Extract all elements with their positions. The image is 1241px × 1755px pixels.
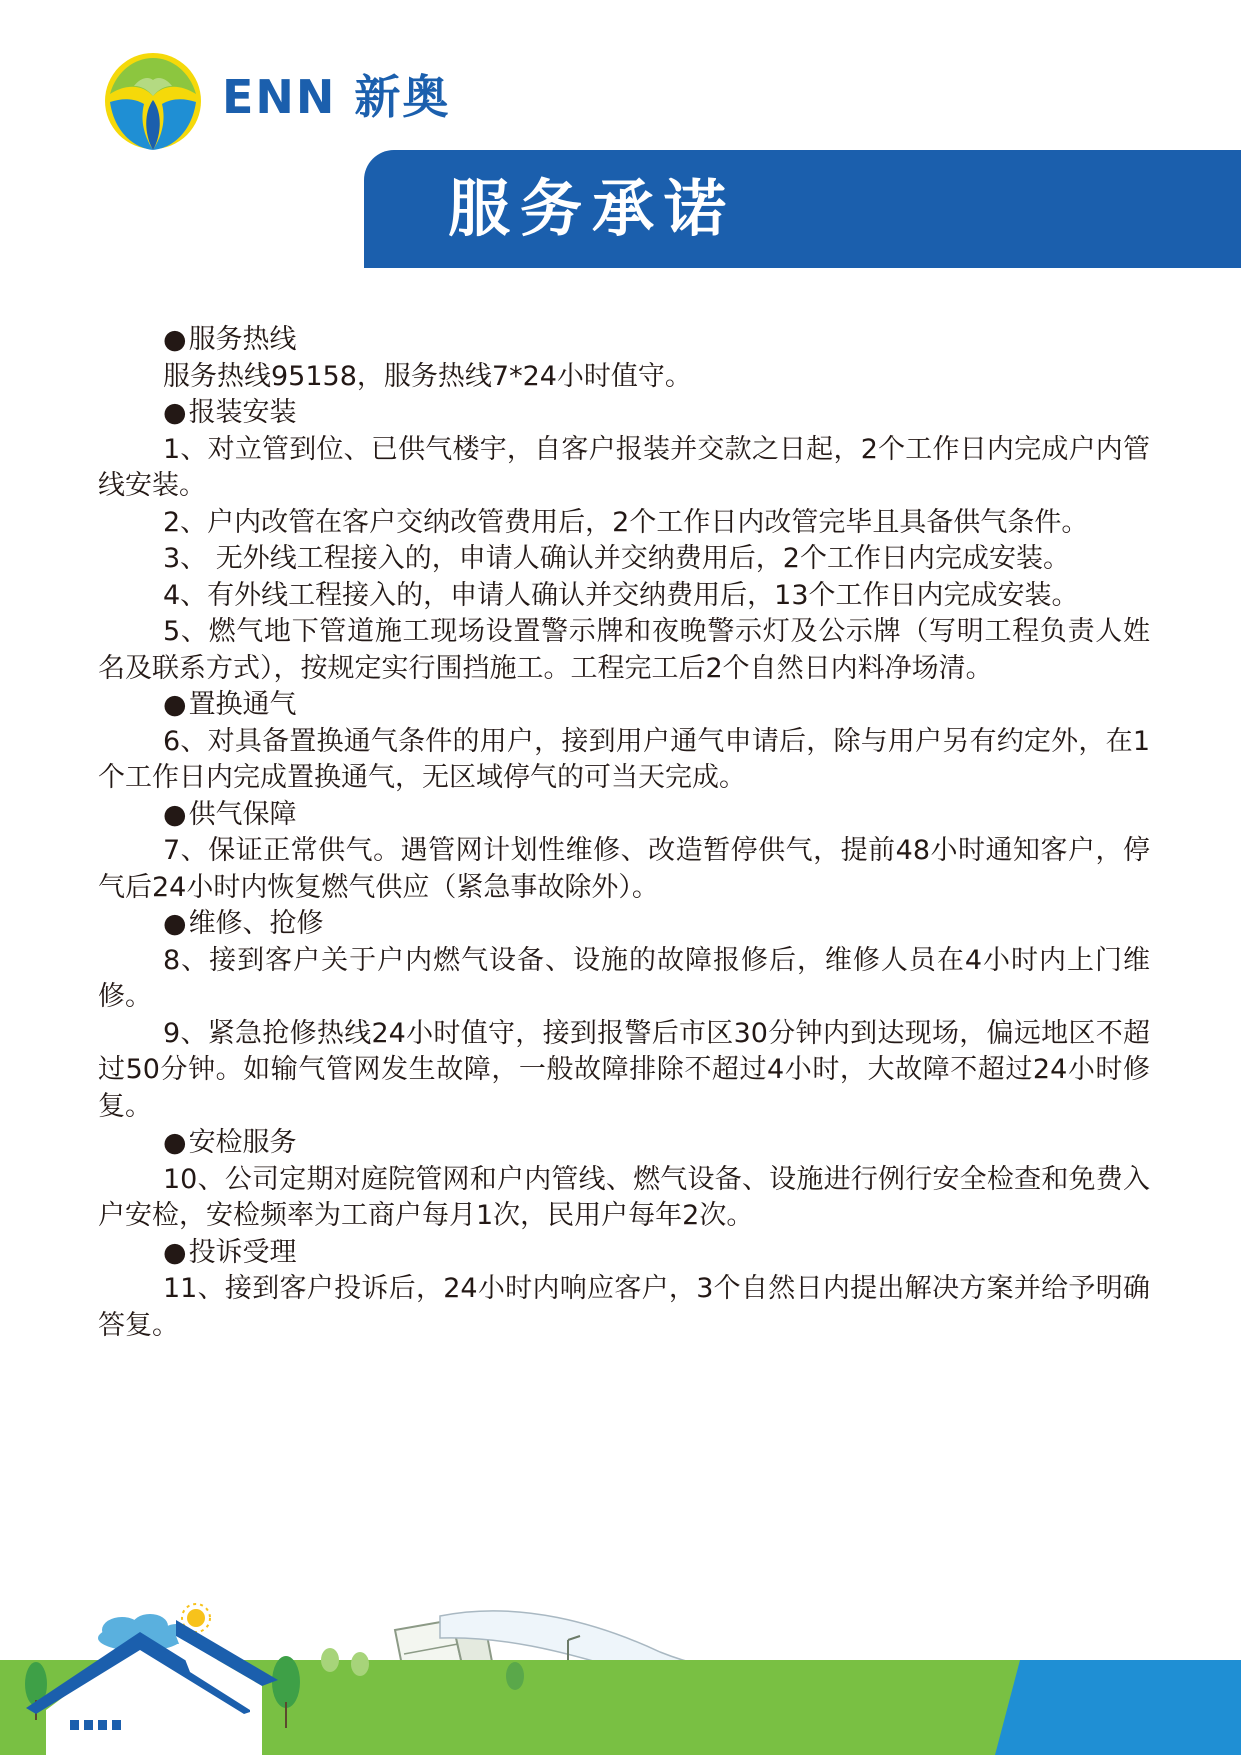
section-title: 服务热线 (188, 324, 297, 355)
section-repair (98, 906, 1150, 1125)
section-heading (163, 797, 1150, 834)
paragraph: 3、 无外线工程接入的，申请人确认并交纳费用后，2个工作日内完成安装。 (163, 543, 1070, 574)
house-icon (26, 1620, 278, 1755)
section-heading (163, 687, 1150, 724)
paragraph: 7、保证正常供气。遇管网计划性维修、改造暂停供气，提前48小时通知客户，停气后24小时内恢复燃气供应（紧急事故除外）。 (98, 835, 1150, 903)
landscape-illustration (0, 1580, 1241, 1755)
paragraph: 4、有外线工程接入的，申请人确认并交纳费用后，13个工作日内完成安装。 (163, 579, 1079, 611)
section-heading (163, 1125, 1150, 1162)
section-safety-inspection (98, 1125, 1150, 1235)
paragraph: 10、公司定期对庭院管网和户内管线、燃气设备、设施进行例行安全检查和免费入户安检，安检频率为工商户每月1次，民用户每年2次。 (98, 1163, 1150, 1231)
section-title: 投诉受理 (188, 1236, 297, 1268)
section-title: 供气保障 (188, 798, 297, 830)
enn-logo-icon (104, 50, 202, 152)
section-installation (98, 395, 1150, 687)
section-heading (163, 1235, 1150, 1272)
paragraph: 2、户内改管在客户交纳改管费用后，2个工作日内改管完毕且具备供气条件。 (163, 506, 1089, 538)
bullet-icon: ● (163, 324, 187, 355)
section-supply-guarantee (98, 797, 1150, 907)
section-gas-connection (98, 687, 1150, 797)
paragraph: 6、对具备置换通气条件的用户，接到用户通气申请后，除与用户另有约定外，在1个工作日内完成置换通气，无区域停气的可当天完成。 (98, 725, 1150, 793)
section-title: 报装安装 (188, 397, 297, 428)
section-title: 安检服务 (188, 1127, 297, 1158)
section-title: 置换通气 (188, 689, 297, 720)
bullet-icon: ● (163, 1127, 187, 1158)
section-hotline (98, 322, 1150, 395)
paragraph: 8、接到客户关于户内燃气设备、设施的故障报修后，维修人员在4小时内上门维修。 (98, 944, 1150, 1012)
page-title: 服务承诺 (448, 172, 737, 245)
title-banner (364, 150, 1241, 268)
section-title: 维修、抢修 (188, 908, 324, 939)
paragraph: 5、燃气地下管道施工现场设置警示牌和夜晚警示灯及公示牌（写明工程负责人姓名及联系方式），按规定实行围挡施工。工程完工后2个自然日内料净场清。 (98, 616, 1150, 684)
section-heading (163, 395, 1150, 432)
bullet-icon: ● (163, 689, 187, 720)
bullet-icon: ● (163, 908, 187, 939)
paragraph: 服务热线95158，服务热线7*24小时值守。 (163, 360, 692, 392)
section-heading (163, 906, 1150, 943)
bullet-icon: ● (163, 1236, 187, 1268)
brand-name: ENN 新奥 (222, 70, 451, 124)
bullet-icon: ● (163, 397, 187, 428)
section-complaints (98, 1235, 1150, 1345)
commitment-list (98, 322, 1150, 1344)
paragraph: 11、接到客户投诉后，24小时内响应客户，3个自然日内提出解决方案并给予明确答复。 (98, 1273, 1150, 1341)
bullet-icon: ● (163, 798, 187, 830)
section-heading (163, 322, 1150, 359)
paragraph: 9、紧急抢修热线24小时值守，接到报警后市区30分钟内到达现场，偏远地区不超过50分钟。如输气管网发生故障，一般故障排除不超过4小时，大故障不超过24小时修复。 (98, 1017, 1150, 1122)
paragraph: 1、对立管到位、已供气楼宇，自客户报装并交款之日起，2个工作日内完成户内管线安装。 (98, 433, 1150, 501)
